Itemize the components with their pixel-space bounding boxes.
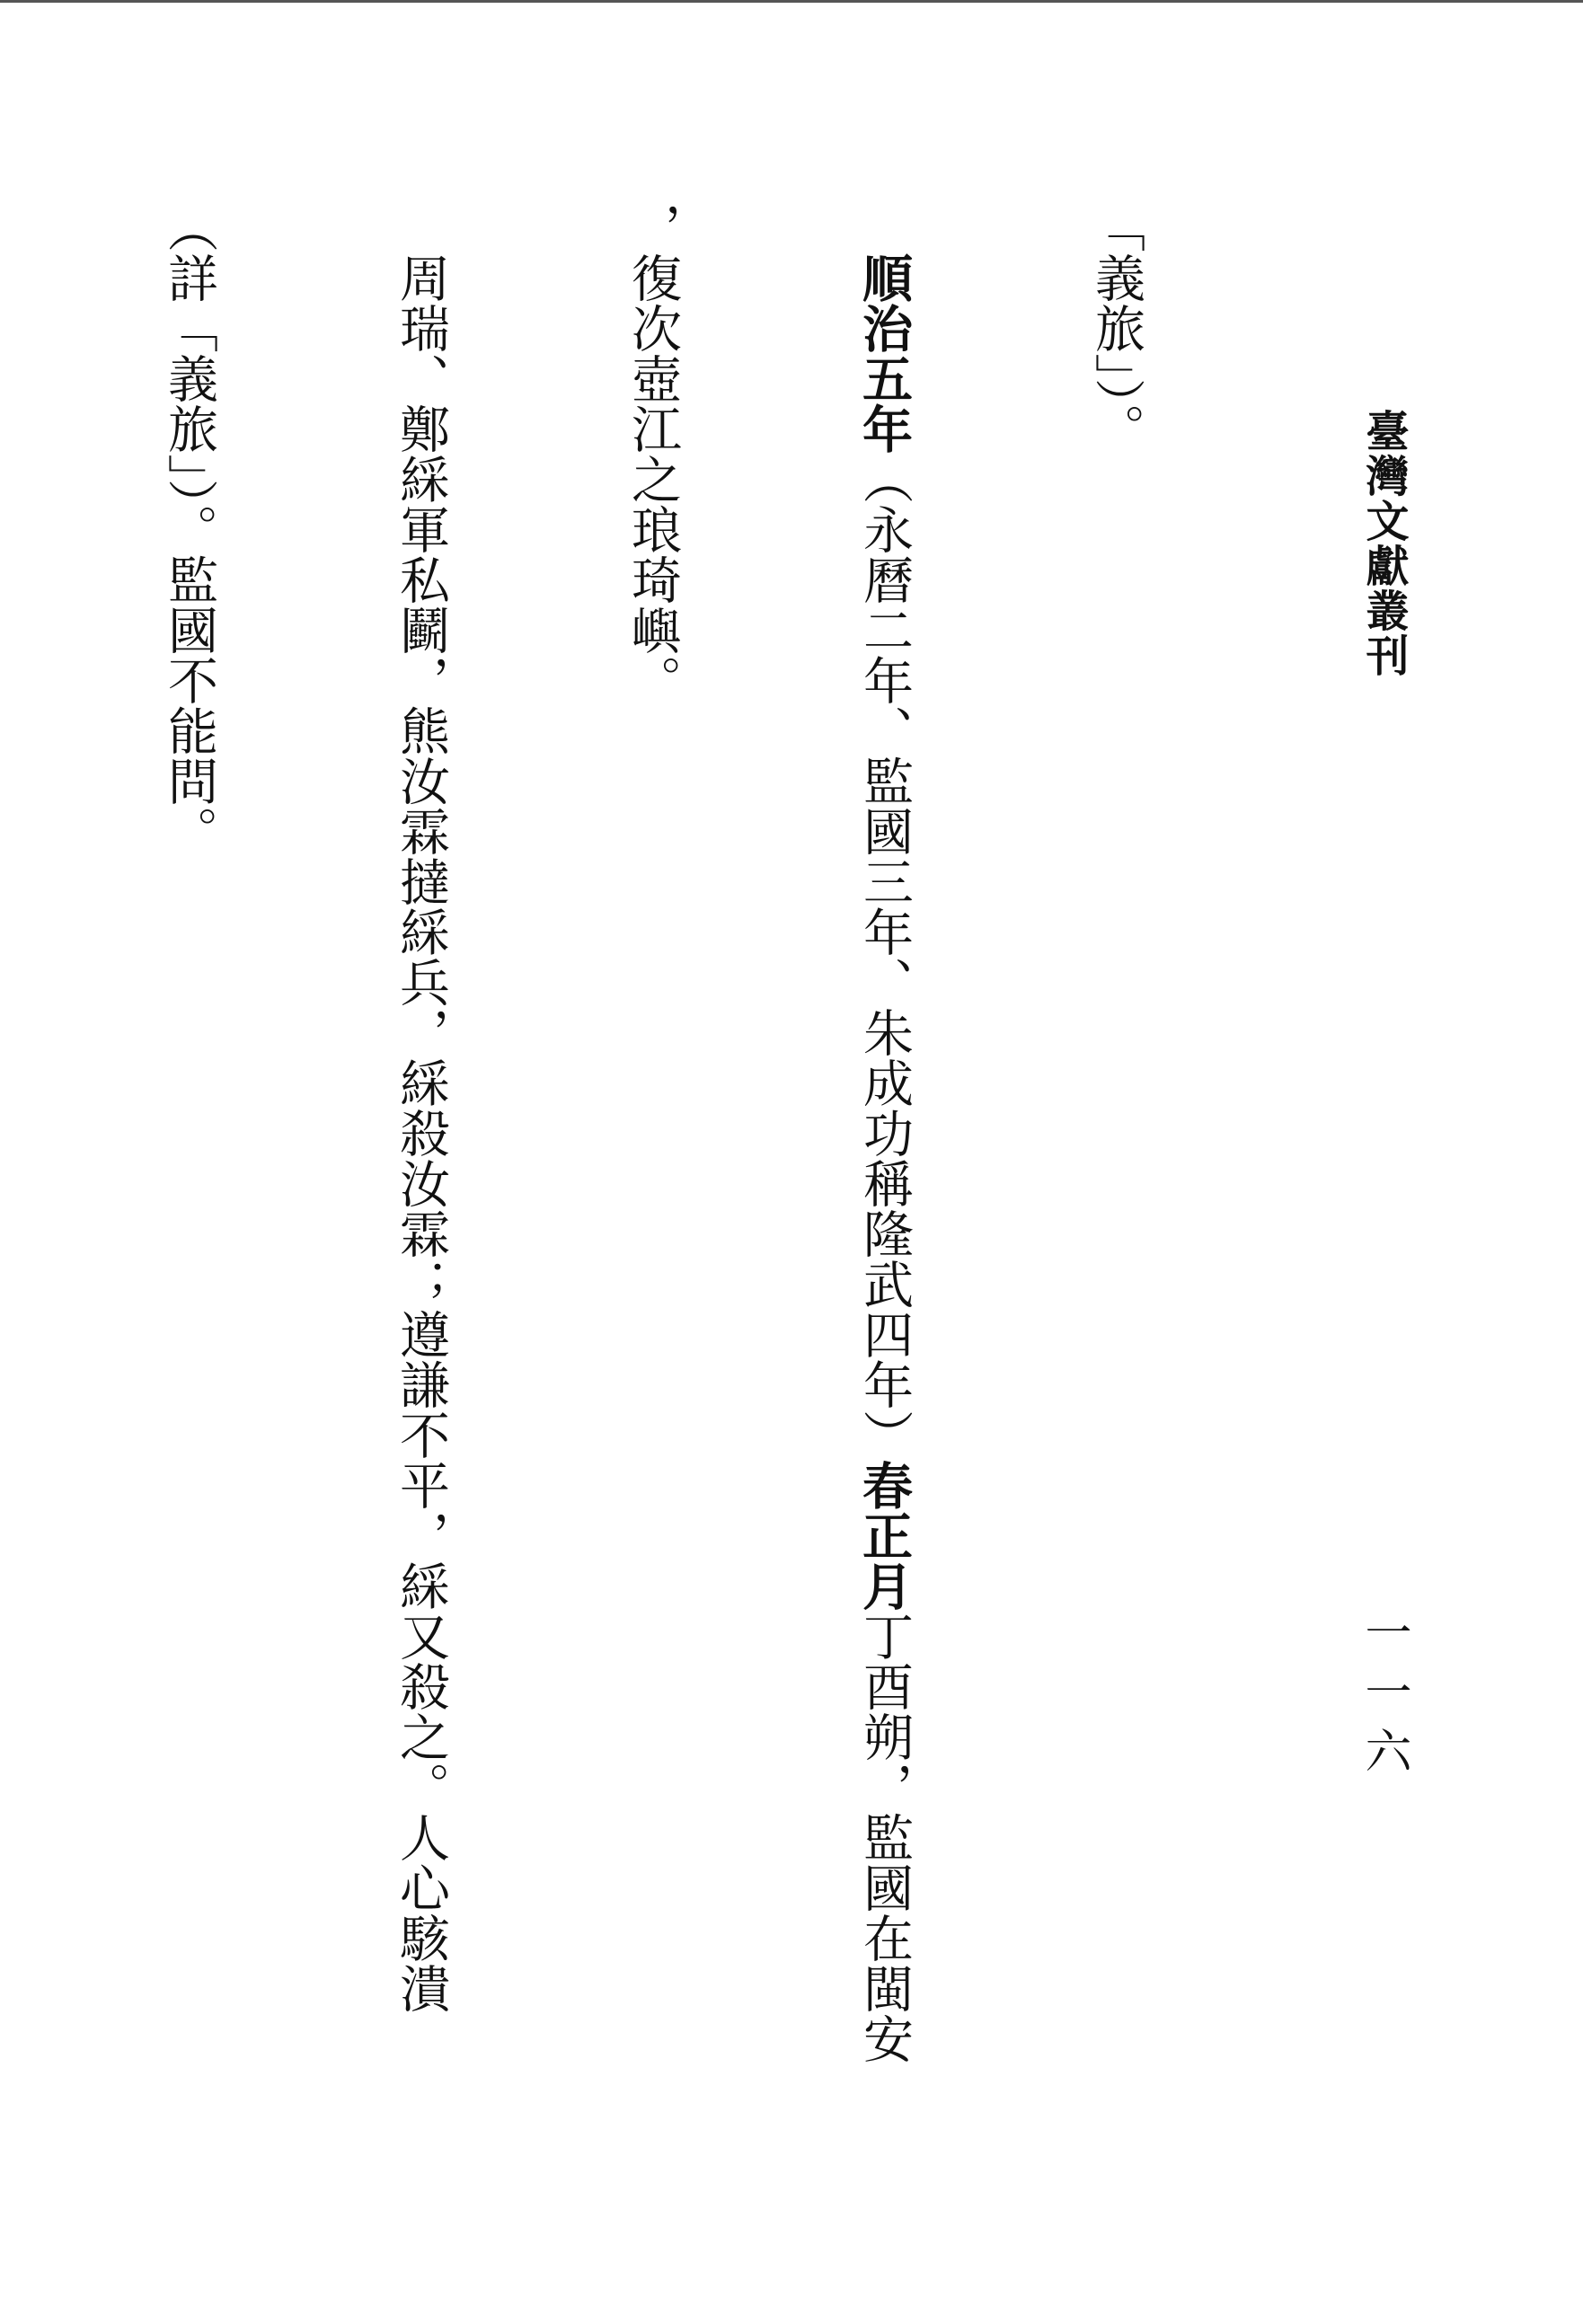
- text-column: 順治五年（永曆二年、監國三年、朱成功稱隆武四年）春正月丁酉朔，監國在閩安: [854, 252, 914, 2063]
- month-heading: 春正月: [854, 1460, 914, 1611]
- running-header-title: 臺灣文獻叢刊: [1358, 409, 1409, 678]
- top-border-line: [0, 0, 1583, 3]
- year-heading: 順治五年: [854, 252, 914, 454]
- body-text: [0, 202, 1309, 2187]
- text-column: ，復次壺江之琅琦嶼。: [623, 202, 682, 705]
- text-column: （詳「義旅」）。監國不能問。: [160, 202, 218, 856]
- text-column: 周瑞、鄭綵軍私鬬，熊汝霖撻綵兵，綵殺汝霖；遵謙不平，綵又殺之。人心駭潰: [392, 202, 450, 2013]
- text-column: 「義旅」）。: [1087, 202, 1145, 454]
- page-number: 一一六: [1357, 1608, 1411, 1786]
